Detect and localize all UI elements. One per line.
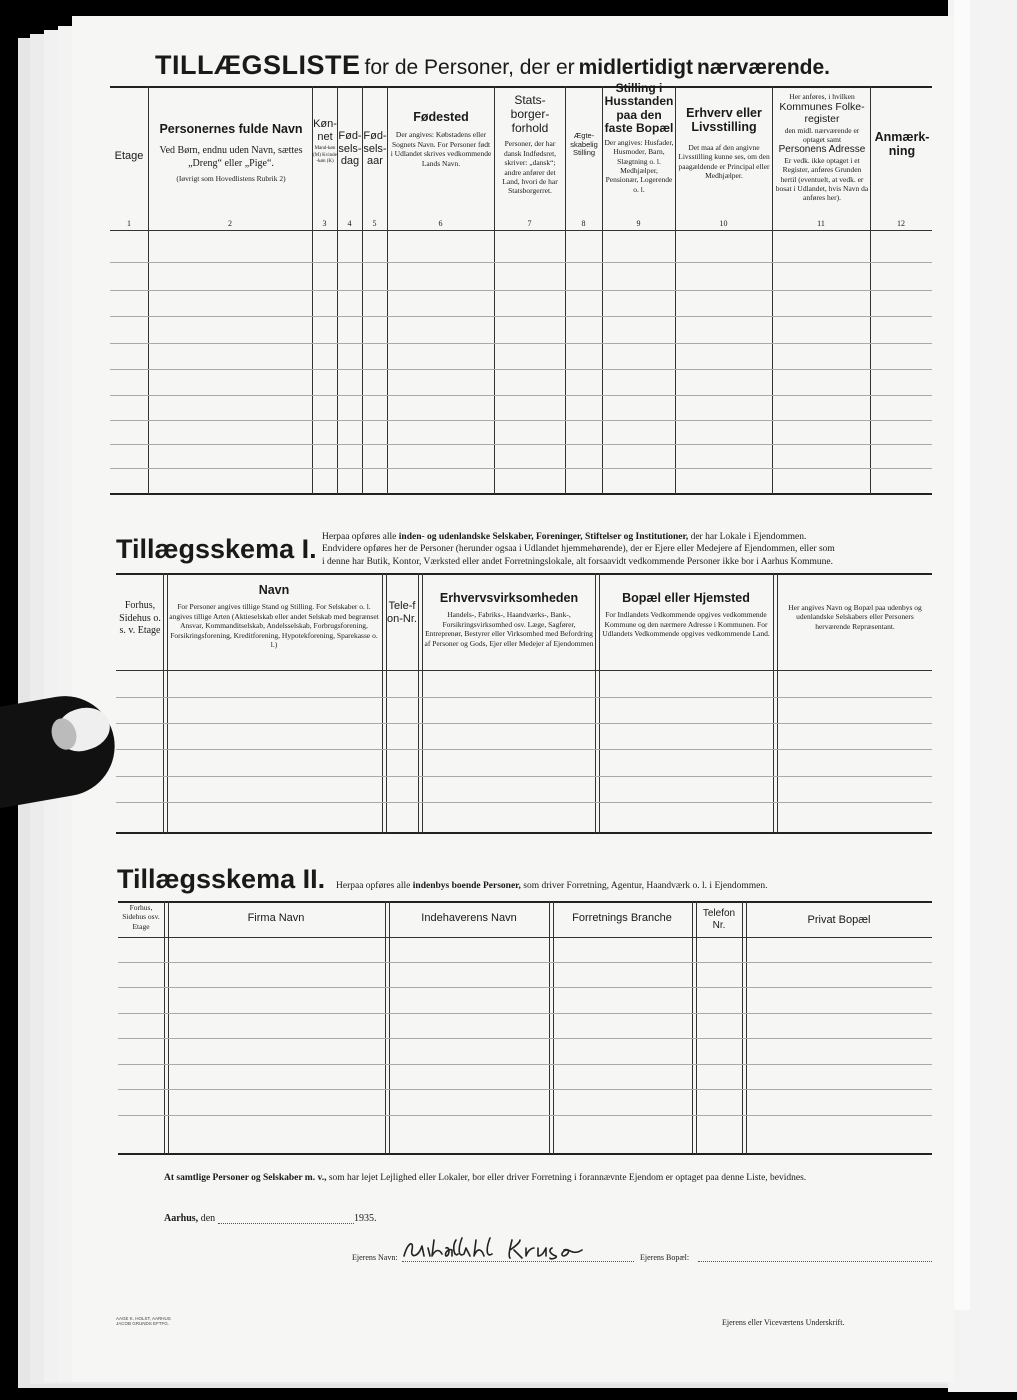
s1-col-phone-header: Tele-fon-Nr. [387,600,417,625]
s2-col-etage-header: Forhus, Sidehus osv. Etage [122,903,160,931]
col-remark-header: Anmærk-ning [874,130,930,159]
col-household-title: Stilling i Husstanden paa den faste Bopæl [604,81,674,136]
den-label: den [200,1213,216,1224]
title-text: for de Personer, der er [364,56,575,79]
col-number: 7 [527,219,532,228]
col-gender-desc: Mand-køn (M) Kvinde-køn (K) [313,146,337,165]
owner-address-field[interactable] [698,1261,932,1262]
declaration [164,1173,806,1183]
col-gender-header [313,118,337,166]
col-birthplace-header [390,110,492,168]
title-emphasis: midlertidigt [578,56,693,79]
col-register-desc2: Er vedk. ikke optaget i et Register, anføres Grunden hertil (eventuelt, at vedk. er bosat i Udlandet, hvis Navn da anføres her). [775,155,869,203]
s1-col-representative-header [779,603,931,631]
schema2-intro-text2: som driver Forretning, Agentur, Haandværk o. l. i Ejendommen. [523,881,768,891]
col-name-header [152,122,310,184]
schema1-intro-text: Herpaa opføres alle [322,532,397,542]
page-edge [954,0,970,1310]
col-name-desc: Ved Børn, endnu uden Navn, sættes „Dreng“ eller „Pige“. [159,145,303,169]
schema1-intro-line2: Endvidere opføres her de Personer (herunder ogsaa i Udlandet hjemmehørende), der er Ejere eller Medejere af Ejendommen, eller som [322,544,835,555]
col-number: 11 [817,219,825,228]
col-citizenship-header [496,94,564,196]
s1-col-business-title: Erhvervsvirksomheden [439,591,579,605]
title-main: TILLÆGSLISTE [155,50,361,80]
schema1-intro-bold: inden- og udenlandske Selskaber, Foreninger, Stiftelser og Institutioner, [398,532,689,542]
year: 1935. [354,1213,377,1224]
col-register-desc: den midl. nærværende er optaget samt [784,125,860,144]
col-birthplace-title: Fødested [413,110,469,124]
col-register-title: Kommunes Folke-register [779,101,865,126]
declaration-bold: At samtlige Personer og Selskaber m. v., [164,1173,327,1183]
col-citizenship-desc: Personer, der har dansk Indfødsret, skriver: „dansk“; andre anfører det Land, hvori de har Statsborgerret. [502,139,558,196]
owner-address-label: Ejerens Bopæl: [640,1253,690,1262]
s1-col-name-title: Navn [258,583,290,597]
schema2-title: Tillægsskema II. [117,864,326,894]
col-birthday-header: Fød-sels-dag [338,130,362,168]
s1-col-residence-title: Bopæl eller Hjemsted [622,591,750,605]
s1-col-residence-desc: For Indlandets Vedkommende opgives vedkommende Kommune og den nærmere Adresse i Kommunen. For Udlandets Vedkommende opgives vedkommende Land. [602,610,770,639]
col-register-header [774,92,870,203]
col-number: 10 [719,219,728,228]
schema1-intro-text2: der har Lokale i Ejendommen. [690,532,807,542]
s2-col-firm-header: Firma Navn [247,912,305,924]
col-register-title2: Personens Adresse [778,144,866,156]
s2-col-private-address-header: Privat Bopæl [807,914,871,926]
schema1-title: Tillægsskema I. [116,534,317,564]
s1-col-residence-header [601,591,771,639]
s2-col-phone-header: Telefon Nr. [702,908,736,931]
declaration-text: som har lejet Lejlighed eller Lokaler, bor eller driver Forretning i forannævnte Ejendom er optaget paa denne Liste, bevidnes. [328,1173,807,1183]
col-number: 4 [347,219,352,228]
col-name-note: (Iøvrigt som Hovedlistens Rubrik 2) [176,174,286,184]
s2-col-owner-header: Indehaverens Navn [421,912,517,924]
signature-label: Ejerens eller Viceværtens Underskrift. [722,1318,845,1327]
col-gender-title: Køn-net [313,118,337,143]
col-household-desc: Der angives: Husfader, Husmoder, Barn, Slægtning o. l. Medhjælper, Pensionær, Logerende o. l. [604,137,674,194]
printer-imprint: AAGE K. HOLST, AARHUS JACOB GRUNDS EFTFG. [116,1316,171,1327]
s1-col-representative-desc: Her angives Navn og Bopæl paa udenbys og udenlandske Selskabers eller Personers herværende Repræsentant. [788,603,922,631]
col-marital-header: Ægte-skabelig Stilling [570,131,598,158]
col-number: 9 [636,219,641,228]
owner-name-label: Ejerens Navn: [352,1253,398,1262]
schema2-intro [336,881,767,891]
title-text-end: nærværende. [696,56,831,79]
s1-col-business-header [424,591,594,648]
schema1-intro [322,531,934,568]
s2-col-branch-header: Forretnings Branche [572,912,672,924]
col-number: 3 [322,219,327,228]
date-line [164,1213,215,1224]
schema1-intro-line3: i denne har Butik, Kontor, Værksted eller andet Forretningslokale, alt forsaavidt vedkommende Personer ikke bor i Aarhus Kommune. [322,556,834,567]
col-number: 5 [372,219,377,228]
col-number: 6 [438,219,443,228]
col-occupation-desc: Det maa af den angivne Livsstilling kunne ses, om den paagældende er Principal eller Medhjælper. [678,142,770,180]
schema2-intro-text: Herpaa opføres alle [336,881,411,891]
col-citizenship-title: Stats-borger-forhold [510,93,550,135]
page-title [155,50,830,81]
col-birthyear-header: Fød-sels-aar [363,130,387,168]
col-etage-header: Etage [114,150,144,162]
s1-col-etage-header: Forhus, Sidehus o. s. v. Etage [119,600,161,636]
col-name-title: Personernes fulde Navn [159,122,303,136]
col-occupation-title: Erhverv eller Livsstilling [686,106,762,135]
col-occupation-header [677,106,771,180]
col-household-header [604,82,674,194]
col-number: 2 [228,219,232,228]
col-birthplace-desc: Der angives: Købstadens eller Sognets Navn. For Personer født i Udlandet skrives vedkommende Lands Navn. [390,130,492,168]
col-number: 8 [581,219,586,228]
date-field[interactable] [218,1223,354,1224]
s1-col-name-header [168,583,380,649]
col-number: 1 [127,219,131,228]
col-number: 12 [897,219,905,228]
schema2-intro-bold: indenbys boende Personer, [412,881,521,891]
handwritten-signature [400,1236,592,1264]
city: Aarhus, [164,1213,199,1224]
col-register-pre: Her anføres, i hvilken [789,92,855,101]
s1-col-name-desc: For Personer angives tillige Stand og Stilling. For Selskaber o. l. angives tillige Arten (Aktieselskab eller andet Selskab med begrænset Ansvar, Kommanditselskab, Andelsselskab, Forbrugsforening, Forsikringsforening, Kreditforening, Hypotekforening, Sparekasse o. l.) [169,602,379,649]
s1-col-business-desc: Handels-, Fabriks-, Haandværks-, Bank-, Forsikringsvirksomhed osv. Læge, Sagfører, Entreprenør, Bestyrer eller Virksomhed med Befordring af Personer og Gods, Ejer eller Medejer af Ejendommen [424,610,594,648]
